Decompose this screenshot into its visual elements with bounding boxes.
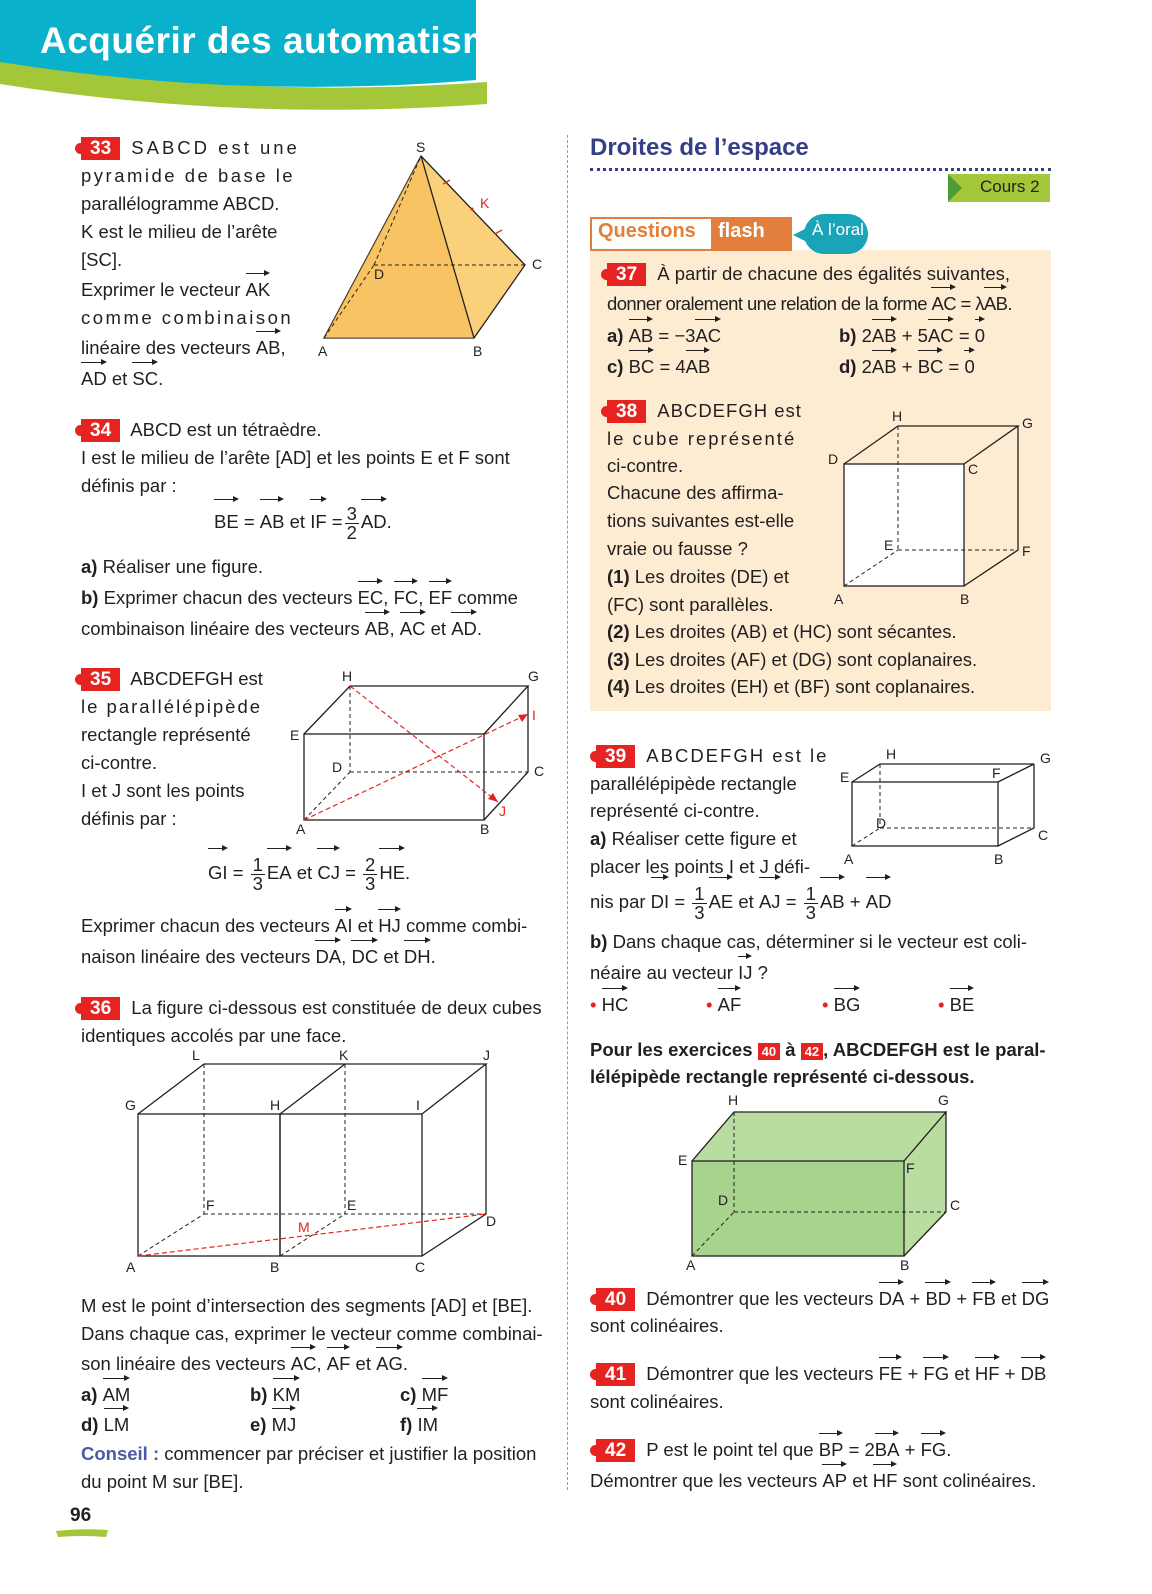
exercise-number-39: 39 [596,745,635,768]
exercise-36-qe: e) MJ [250,1411,296,1439]
exercise-36-p1: M est le point d’intersection des segments [AD] et [BE]. [81,1295,533,1316]
point-label-D: D [718,1192,729,1208]
exercise-36-p3: son linéaire des vecteurs AC, AF et AG. [81,1350,408,1378]
exercise-35-line-3: rectangle représenté [81,724,251,745]
exercise-number-37: 37 [607,263,646,286]
exercise-36-p2: Dans chaque cas, exprimer le vecteur comme combinai- [81,1323,543,1344]
oral-label: À l’oral [812,220,864,239]
point-label-A: A [834,591,844,607]
exercise-41-line-1: 41 Démontrer que les vecteurs FE + FG et HF + DB [596,1360,1046,1388]
point-label-A: A [318,343,328,359]
point-label-I: I [416,1097,420,1113]
exercise-34-line-1: 34 ABCD est un tétraèdre. [81,416,322,444]
exercise-39-line-5: placer les points I et J défi- [590,856,811,877]
exercise-42-line-2: Démontrer que les vecteurs AP et HF sont colinéaires. [590,1467,1036,1495]
point-label-G: G [528,668,539,684]
point-label-A: A [296,821,306,837]
exercise-39-b2: néaire au vecteur IJ ? [590,959,768,987]
exercise-38-item-1b: (FC) sont parallèles. [607,594,774,615]
exercise-37-a: a) AB = −3AC [607,322,721,350]
exercise-40-line-2: sont colinéaires. [590,1315,724,1336]
exercise-33-line-8: linéaire des vecteurs AB, [81,334,286,362]
point-label-D: D [374,266,385,282]
exercise-39-bullet-2: • AF [706,991,741,1019]
exercise-36-qf: f) IM [400,1411,438,1439]
cube-figure-38 [826,408,1046,608]
point-label-H: H [886,746,897,762]
exercise-38-line-6: vraie ou fausse ? [607,538,748,559]
point-label-C: C [415,1259,426,1275]
exercise-38-line-4: Chacune des affirma- [607,482,784,503]
section-title: Droites de l’espace [590,134,809,161]
exercise-34-c: combinaison linéaire des vecteurs AB, AC et AD. [81,615,482,643]
point-label-D: D [828,451,839,467]
exercise-39-b: b) Dans chaque cas, déterminer si le vecteur est coli- [590,931,1027,952]
exercise-39-line-4: a) Réaliser cette figure et [590,828,797,849]
point-label-C: C [534,763,545,779]
exercise-34-line-2: I est le milieu de l’arête [AD] et les points E et F sont [81,447,510,468]
point-label-A: A [844,851,854,867]
exercise-36-qb: b) KM [250,1381,300,1409]
exercise-number-40: 40 [596,1288,635,1311]
point-label-I: I [532,707,536,723]
exercise-42-line-1: 42 P est le point tel que BP = 2BA + FG. [596,1436,951,1464]
point-label-G: G [125,1097,136,1113]
exercise-35-formula: GI = $\frac{1}{3}$ EA et CJ = $\frac{2}{3}$ HE. [208,851,410,895]
point-label-D: D [486,1213,497,1229]
point-label-F: F [1022,543,1031,559]
flash-label: flash [718,220,765,242]
point-label-E: E [840,769,850,785]
exercise-40-line-1: 40 Démontrer que les vecteurs DA + BD + FB et DG [596,1285,1049,1313]
page-number-underline [56,1528,110,1538]
exercise-number-38: 38 [607,400,646,423]
point-label-D: D [876,815,887,831]
exercise-33-line-1: 33 SABCD est une [81,134,300,162]
exercise-number-42: 42 [596,1439,635,1462]
exercise-33-line-7: comme combinaison [81,307,294,328]
point-label-C: C [950,1197,961,1213]
point-label-J: J [499,803,506,819]
exercise-35-line-6: définis par : [81,808,177,829]
exercise-37-b: b) 2AB + 5AC = 0 [839,322,985,350]
exercise-35-line-5: I et J sont les points [81,780,245,801]
exercise-36-conseil: Conseil : commencer par préciser et justifier la position [81,1443,537,1464]
exercise-36-qc: c) MF [400,1381,448,1409]
cours-arrow-icon [948,174,962,202]
exercise-34-b: b) Exprimer chacun des vecteurs EC, FC, EF comme [81,584,518,612]
point-label-H: H [728,1092,739,1108]
point-label-C: C [1038,827,1049,843]
pyramid-figure [310,138,550,363]
exercise-37-line-2: donner oralement une relation de la forme AC = λAB. [607,290,1012,318]
exercise-37-d: d) 2AB + BC = 0 [839,353,975,381]
point-label-K: K [480,195,490,211]
exercise-36-qa: a) AM [81,1381,130,1409]
point-label-D: D [332,759,343,775]
green-parallelepiped-figure [672,1092,972,1272]
exercise-33-line-3: parallélogramme ABCD. [81,193,280,214]
point-label-F: F [206,1197,215,1213]
exercise-35-n: naison linéaire des vecteurs DA, DC et DH. [81,943,436,971]
point-label-E: E [347,1197,357,1213]
point-label-B: B [960,591,970,607]
point-label-J: J [483,1047,490,1063]
point-label-A: A [126,1259,136,1275]
intro-line-1: Pour les exercices 40 à 42 , ABCDEFGH est le paral- [590,1039,1046,1060]
exercise-38-line-5: tions suivantes est-elle [607,510,795,531]
exercise-38-item-2: (2) Les droites (AB) et (HC) sont sécantes. [607,621,957,642]
page-number: 96 [70,1505,92,1526]
exercise-33-line-6: Exprimer le vecteur AK [81,276,270,304]
point-label-E: E [290,727,300,743]
exercise-36-qd: d) LM [81,1411,129,1439]
exercise-number-36: 36 [81,997,120,1020]
cours-label: Cours 2 [980,177,1040,196]
exercise-39-line-2: parallélépipède rectangle [590,773,797,794]
point-label-M: M [298,1219,310,1235]
point-label-B: B [480,821,490,837]
intro-line-2: lélépipède rectangle représenté ci-dessous. [590,1066,975,1087]
section-title-underline [590,168,1051,171]
exercise-35-line-1: 35 ABCDEFGH est [81,665,263,693]
exercise-39-line-3: représenté ci-contre. [590,800,760,821]
point-label-S: S [416,139,426,155]
exercise-number-35: 35 [81,668,120,691]
exercise-35-line-2: le parallélépipède [81,696,263,717]
page-header-title: Acquérir des automatismes [40,20,538,61]
parallelepiped-figure-35 [290,668,550,838]
point-label-A: A [686,1257,696,1273]
point-label-G: G [1040,750,1051,766]
exercise-39-bullet-3: • BG [822,991,860,1019]
exercise-34-a: a) Réaliser une figure. [81,556,264,577]
exercise-38-line-1: 38 ABCDEFGH est [607,397,802,425]
point-label-G: G [1022,415,1033,431]
column-divider [567,135,569,1490]
point-label-H: H [892,408,903,424]
exercise-number-41: 41 [596,1363,635,1386]
point-label-F: F [906,1160,915,1176]
point-label-B: B [270,1259,280,1275]
exercise-37-c: c) BC = 4AB [607,353,710,381]
exercise-39-line-6: nis par DI = $\frac{1}{3}$ AE et AJ = $\frac{1}{3}$ AB + AD [590,880,891,924]
exercise-39-bullet-4: • BE [938,991,974,1019]
exercise-33-line-4: K est le milieu de l’arête [81,221,278,242]
exercise-35-line-4: ci-contre. [81,752,158,773]
exercise-36-conseil-2: du point M sur [BE]. [81,1471,244,1492]
exercise-number-33: 33 [81,137,120,160]
point-label-G: G [938,1092,949,1108]
point-label-H: H [270,1097,281,1113]
exercise-38-line-2: le cube représenté [607,428,797,449]
exercise-38-line-3: ci-contre. [607,455,684,476]
point-label-B: B [994,851,1004,867]
point-label-E: E [678,1152,688,1168]
exercise-38-item-4: (4) Les droites (EH) et (BF) sont coplanaires. [607,676,976,697]
exercise-39-line-1: 39 ABCDEFGH est le [596,742,828,770]
exercise-33-line-9: AD et SC. [81,365,163,393]
point-label-H: H [342,668,353,684]
exercise-number-34: 34 [81,419,120,442]
exercise-35-m: Exprimer chacun des vecteurs AI et HJ comme combi- [81,912,527,940]
two-cubes-figure [120,1047,510,1280]
point-label-B: B [900,1257,910,1273]
questions-label: Questions [598,220,696,242]
exercise-41-line-2: sont colinéaires. [590,1391,724,1412]
exercise-33-line-5: [SC]. [81,249,123,270]
point-label-B: B [473,343,483,359]
exercise-34-formula: BE = AB et IF = $\frac{3}{2}$ AD. [214,502,392,543]
exercise-38-item-1a: (1) Les droites (DE) et [607,566,789,587]
point-label-L: L [192,1047,200,1063]
exercise-36-line-2: identiques accolés par une face. [81,1025,347,1046]
point-label-E: E [884,537,894,553]
point-label-K: K [339,1047,349,1063]
exercise-37-line-1: 37 À partir de chacune des égalités suivantes, [607,260,1010,288]
exercise-38-item-3: (3) Les droites (AF) et (DG) sont coplanaires. [607,649,978,670]
parallelepiped-figure-39 [838,746,1058,871]
exercise-34-line-3: définis par : [81,475,177,496]
point-label-F: F [992,765,1001,781]
point-label-C: C [968,461,979,477]
exercise-33-line-2: pyramide de base le [81,165,296,186]
exercise-36-line-1: 36 La figure ci-dessous est constituée de deux cubes [81,994,542,1022]
point-label-C: C [532,256,543,272]
exercise-39-bullet-1: • HC [590,991,628,1019]
